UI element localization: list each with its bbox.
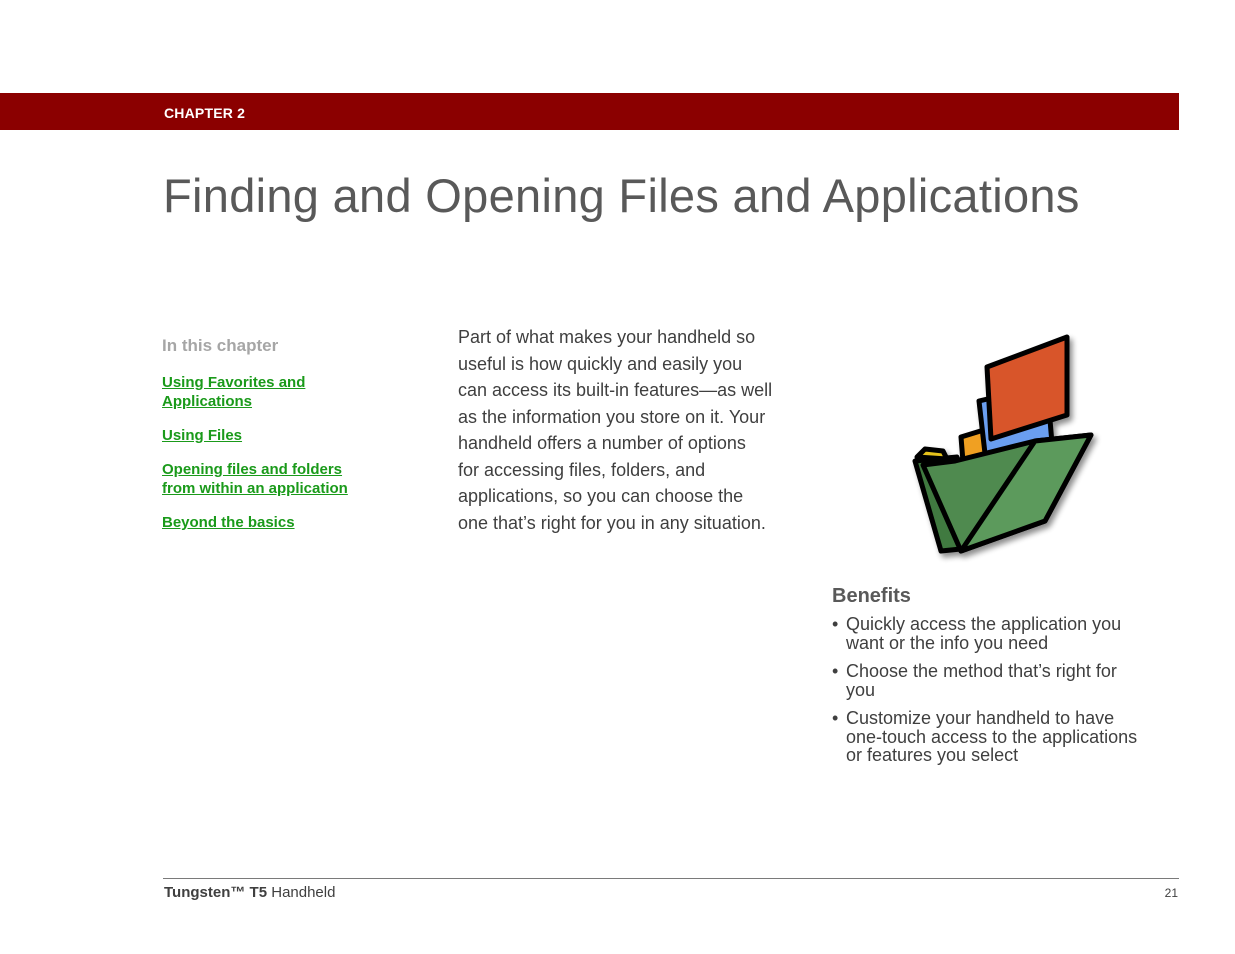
toc-link-opening-files[interactable]: Opening files and folders from within an application bbox=[162, 461, 348, 497]
open-folder-with-documents-icon bbox=[895, 325, 1105, 565]
page-title: Finding and Opening Files and Applications bbox=[163, 169, 1080, 222]
footer-product-name: Tungsten™ T5 Handheld bbox=[164, 884, 336, 901]
document-red bbox=[987, 337, 1067, 439]
footer-rule bbox=[163, 878, 1179, 879]
bullet: • bbox=[832, 661, 839, 681]
bullet: • bbox=[832, 708, 839, 728]
benefits-heading: Benefits bbox=[832, 585, 911, 607]
benefit-item: • Customize your handheld to have one-touch access to the applications or features you select bbox=[832, 708, 1138, 765]
toc-link-using-favorites[interactable]: Using Favorites and Applications bbox=[162, 374, 306, 410]
toc-link-beyond-basics[interactable]: Beyond the basics bbox=[162, 514, 295, 531]
page-number: 21 bbox=[1164, 886, 1178, 900]
bullet: • bbox=[832, 614, 839, 634]
toc-link-using-files[interactable]: Using Files bbox=[162, 427, 243, 444]
toc-heading: In this chapter bbox=[162, 336, 279, 355]
intro-paragraph: Part of what makes your handheld so useful is how quickly and easily you can access its built-in features—as well as the information you store on it. Your handheld offers a number of options for accessing files, folders, and applications, so you can choose the one that’s right for you in any situation. bbox=[458, 327, 773, 533]
benefit-item: • Quickly access the application you want or the info you need bbox=[832, 614, 1122, 653]
chapter-label: CHAPTER 2 bbox=[164, 105, 246, 121]
folder-tab bbox=[917, 449, 947, 459]
benefit-item: • Choose the method that’s right for you bbox=[832, 661, 1117, 700]
